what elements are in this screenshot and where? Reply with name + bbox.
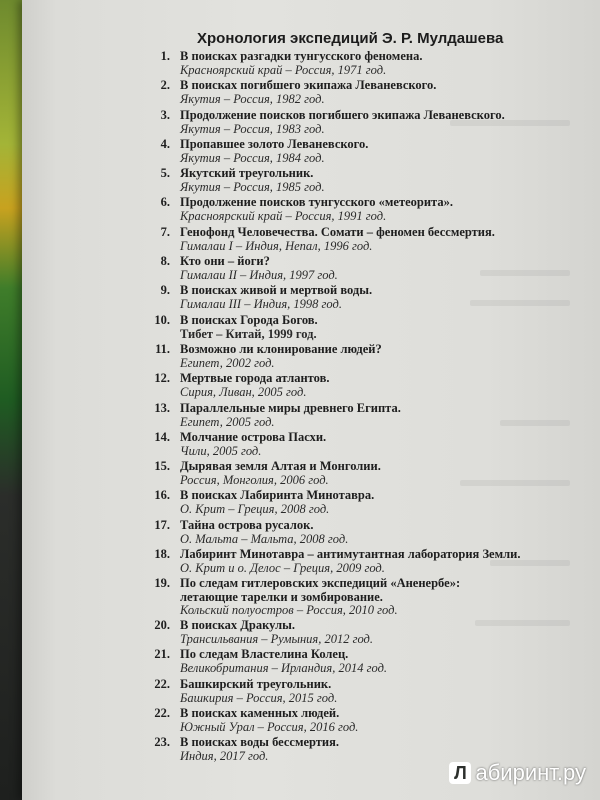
expedition-name [180, 706, 339, 720]
list-item [122, 166, 542, 195]
expedition-name [180, 576, 460, 604]
expedition-name-line: В поисках Дракулы. [180, 618, 295, 633]
expedition-name-line: Параллельные миры древнего Египта. [180, 400, 401, 415]
expedition-name-line: В поисках погибшего экипажа Леваневского. [180, 78, 437, 93]
expedition-name-line: Продолжение поисков погибшего экипажа Леваневского. [180, 107, 505, 122]
expedition-place-year: Якутия – Россия, 1982 год. [180, 92, 325, 107]
expedition-name-line: В поисках каменных людей. [180, 706, 340, 721]
entry-number: 1. [160, 49, 170, 63]
expedition-name [180, 49, 422, 63]
list-item [122, 371, 542, 400]
expedition-place-year: Сирия, Ливан, 2005 год. [180, 385, 307, 400]
expedition-name-line: В поисках воды бессмертия. [180, 735, 340, 750]
entry-number: 5. [160, 166, 170, 181]
expedition-place-year: Якутия – Россия, 1983 год. [180, 121, 325, 136]
entry-number: 7. [160, 224, 170, 239]
list-item [122, 401, 542, 430]
list-item [122, 254, 542, 283]
list-item [122, 313, 542, 342]
expedition-name-line: По следам Властелина Колец. [180, 647, 349, 662]
expedition-place-year: Якутия – Россия, 1984 год. [180, 150, 325, 165]
list-item [122, 342, 542, 371]
expedition-name [180, 677, 331, 691]
expedition-name-line: В поисках живой и мертвой воды. [180, 283, 373, 298]
expedition-name [180, 137, 368, 151]
expedition-name [180, 283, 372, 297]
expedition-name [180, 518, 313, 532]
expedition-name-line: Пропавшее золото Леваневского. [180, 136, 369, 151]
expedition-name [180, 166, 313, 180]
entry-number: 17. [154, 517, 170, 532]
list-item [122, 49, 542, 78]
entry-number: 16. [154, 488, 170, 503]
entry-number: 14. [154, 429, 170, 444]
entry-number: 20. [154, 618, 170, 633]
entry-number: 4. [160, 136, 170, 151]
expedition-name [180, 488, 374, 502]
entry-number: 19. [154, 576, 170, 591]
expedition-name [180, 735, 339, 749]
entry-number: 6. [160, 195, 170, 210]
list-item [122, 430, 542, 459]
expedition-place-year: Трансильвания – Румыния, 2012 год. [180, 632, 373, 647]
expedition-place-year: Индия, 2017 год. [180, 749, 269, 764]
entry-number: 9. [160, 283, 170, 298]
entry-number: 18. [154, 547, 170, 562]
entry-number: 22. [154, 676, 170, 691]
expedition-place-year: Гималаи III – Индия, 1998 год. [180, 297, 342, 312]
expedition-place-year: Великобритания – Ирландия, 2014 год. [180, 661, 388, 676]
expedition-place-year: Египет, 2002 год. [180, 355, 275, 370]
expedition-place-year: Египет, 2005 год. [180, 414, 275, 429]
list-item [122, 137, 542, 166]
expedition-name-line: Молчание острова Пасхи. [180, 429, 327, 444]
list-item [122, 225, 542, 254]
entry-number: 23. [154, 735, 170, 750]
entry-number: 11. [155, 341, 170, 356]
list-item [122, 283, 542, 312]
list-item [122, 488, 542, 517]
expedition-name-line: Кто они – йоги? [180, 254, 270, 269]
expedition-name-line: В поисках Лабиринта Минотавра. [180, 488, 375, 503]
expedition-name [180, 459, 381, 473]
expedition-name-line: Башкирский треугольник. [180, 676, 332, 691]
expedition-place-year: Южный Урал – Россия, 2016 год. [180, 720, 359, 735]
list-item [122, 706, 542, 735]
entry-number: 8. [160, 254, 170, 269]
expedition-name [180, 225, 495, 239]
expedition-place-year: Красноярский край – Россия, 1971 год. [180, 63, 387, 77]
entry-number: 15. [154, 459, 170, 474]
expedition-name-line: В поисках разгадки тунгусского феномена. [180, 49, 423, 63]
expedition-name-line: летающие тарелки и зомбирование. [180, 590, 383, 605]
expedition-place-year: Кольский полуостров – Россия, 2010 год. [180, 603, 398, 618]
expedition-name-line: Тайна острова русалок. [180, 517, 314, 532]
expedition-name-line: Возможно ли клонирование людей? [180, 341, 382, 356]
list-item [122, 108, 542, 137]
expedition-name-line: Дырявая земля Алтая и Монголии. [180, 459, 381, 474]
expedition-place-year: Красноярский край – Россия, 1991 год. [180, 209, 387, 224]
list-item [122, 618, 542, 647]
entry-number: 22. [154, 706, 170, 721]
expedition-name [180, 371, 329, 385]
expedition-name-line: Мертвые города атлантов. [180, 371, 330, 386]
expedition-place-year: О. Мальта – Мальта, 2008 год. [180, 531, 349, 546]
expedition-name-line: Якутский треугольник. [180, 166, 314, 181]
expedition-name [180, 647, 348, 661]
expedition-name [180, 547, 520, 561]
expedition-name [180, 108, 505, 122]
expedition-place-year: Гималаи II – Индия, 1997 год. [180, 268, 338, 283]
expedition-place-year: О. Крит и о. Делос – Греция, 2009 год. [180, 561, 385, 576]
list-item [122, 576, 542, 618]
expedition-place-year: Гималаи I – Индия, Непал, 1996 год. [180, 238, 373, 253]
entry-number: 12. [154, 371, 170, 386]
entry-number: 10. [154, 312, 170, 327]
list-item [122, 547, 542, 576]
expedition-name [180, 401, 401, 415]
labirint-logo-icon: Л [449, 762, 471, 784]
expedition-name-line: Продолжение поисков тунгусского «метеорита». [180, 195, 453, 210]
list-item [122, 677, 542, 706]
entry-number: 21. [154, 647, 170, 662]
expedition-name-line: Лабиринт Минотавра – антимутантная лаборатория Земли. [180, 547, 521, 562]
watermark-text: абиринт.ру [475, 760, 586, 785]
expedition-name [180, 313, 318, 327]
expedition-place-year: Якутия – Россия, 1985 год. [180, 180, 325, 195]
expedition-name-line: По следам гитлеровских экспедиций «Аненербе»: [180, 576, 461, 591]
expedition-name-line: В поисках Города Богов. [180, 312, 318, 327]
expedition-name-line: Генофонд Человечества. Сомати – феномен бессмертия. [180, 224, 495, 239]
list-item [122, 459, 542, 488]
expedition-name [180, 195, 453, 209]
list-item [122, 518, 542, 547]
expedition-place-year: Тибет – Китай, 1999 год. [180, 326, 317, 341]
expedition-place-year: Башкирия – Россия, 2015 год. [180, 690, 338, 705]
expedition-name [180, 254, 270, 268]
list-item [122, 78, 542, 107]
list-item [122, 195, 542, 224]
expedition-name [180, 430, 326, 444]
expedition-list [122, 49, 542, 765]
watermark [449, 760, 586, 786]
expedition-place-year: О. Крит – Греция, 2008 год. [180, 502, 330, 517]
expedition-name [180, 618, 295, 632]
expedition-name [180, 342, 382, 356]
page-title: Хронология экспедиций Э. Р. Мулдашева [197, 30, 504, 47]
list-item [122, 647, 542, 676]
expedition-place-year: Россия, Монголия, 2006 год. [180, 473, 329, 488]
entry-number: 3. [160, 107, 170, 122]
expedition-place-year: Чили, 2005 год. [180, 443, 262, 458]
book-page [22, 0, 600, 800]
entry-number: 2. [160, 78, 170, 93]
expedition-name [180, 78, 436, 92]
entry-number: 13. [154, 400, 170, 415]
